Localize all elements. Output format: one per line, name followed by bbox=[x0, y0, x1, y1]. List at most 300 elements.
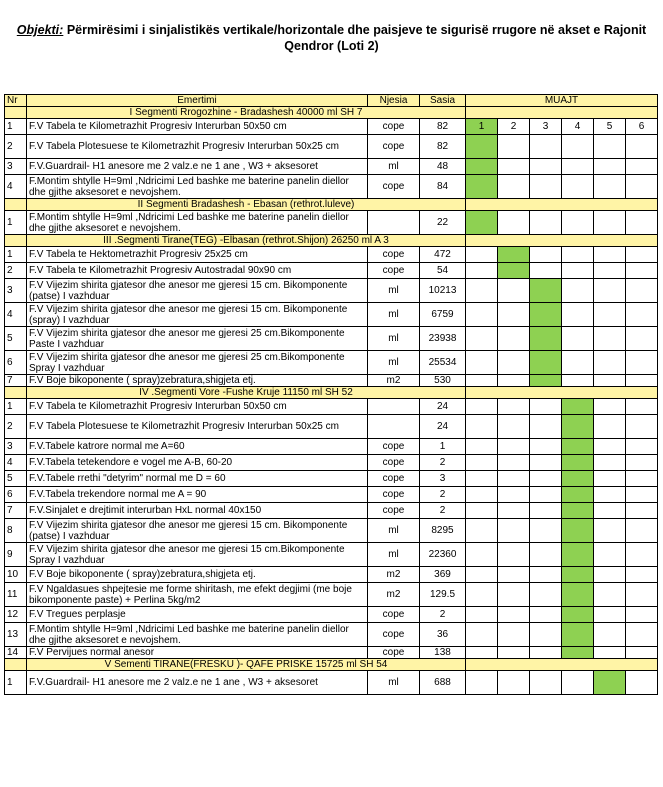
month-cell-1 bbox=[466, 519, 498, 543]
month-cell-1 bbox=[466, 375, 498, 387]
gantt-bar-month-1 bbox=[466, 159, 498, 175]
month-cell-5 bbox=[594, 583, 626, 607]
row-njesia: ml bbox=[368, 279, 420, 303]
month-cell-5 bbox=[594, 399, 626, 415]
row-emertimi: F.Montim shtylle H=9ml ,Ndricimi Led bashke me baterine panelin diellor dhe gjithe aksesoret e nevojshem. bbox=[27, 175, 368, 199]
month-cell-2 bbox=[498, 399, 530, 415]
row-nr: 8 bbox=[5, 519, 27, 543]
month-cell-6 bbox=[626, 135, 658, 159]
month-cell-2 bbox=[498, 519, 530, 543]
row-nr: 13 bbox=[5, 623, 27, 647]
row-nr: 4 bbox=[5, 175, 27, 199]
row-sasia: 688 bbox=[420, 671, 466, 695]
row-nr: 7 bbox=[5, 375, 27, 387]
row-emertimi: F.Montim shtylle H=9ml ,Ndricimi Led bashke me baterine panelin diellor dhe gjithe aksesoret e nevojshem. bbox=[27, 211, 368, 235]
row-emertimi: F.V Vijezim shirita gjatesor dhe anesor me gjeresi 15 cm. Bikomponente (patse) I vazhduar bbox=[27, 519, 368, 543]
month-cell-5 bbox=[594, 439, 626, 455]
row-njesia: ml bbox=[368, 327, 420, 351]
month-cell-3 bbox=[530, 487, 562, 503]
month-cell-5: 5 bbox=[594, 119, 626, 135]
row-nr: 7 bbox=[5, 503, 27, 519]
month-cell-6 bbox=[626, 607, 658, 623]
month-cell-6 bbox=[626, 455, 658, 471]
month-cell-1 bbox=[466, 327, 498, 351]
month-cell-5 bbox=[594, 211, 626, 235]
row-sasia: 6759 bbox=[420, 303, 466, 327]
month-cell-5 bbox=[594, 519, 626, 543]
row-sasia: 23938 bbox=[420, 327, 466, 351]
row-emertimi: F.V Vijezim shirita gjatesor dhe anesor me gjeresi 15 cm. Bikomponente (spray) I vazhduar bbox=[27, 303, 368, 327]
month-cell-1 bbox=[466, 351, 498, 375]
month-cell-3 bbox=[530, 159, 562, 175]
month-cell-2 bbox=[498, 503, 530, 519]
month-cell-5 bbox=[594, 303, 626, 327]
month-cell-3 bbox=[530, 471, 562, 487]
month-cell-6 bbox=[626, 375, 658, 387]
month-cell-6 bbox=[626, 327, 658, 351]
gantt-bar-month-4 bbox=[562, 543, 594, 567]
row-nr: 1 bbox=[5, 247, 27, 263]
month-cell-3 bbox=[530, 415, 562, 439]
row-nr: 1 bbox=[5, 211, 27, 235]
gantt-bar-month-4 bbox=[562, 471, 594, 487]
row-sasia: 2 bbox=[420, 503, 466, 519]
month-cell-5 bbox=[594, 567, 626, 583]
gantt-bar-month-5 bbox=[594, 671, 626, 695]
gantt-bar-month-4 bbox=[562, 567, 594, 583]
row-emertimi: F.V Vijezim shirita gjatesor dhe anesor me gjeresi 25 cm.Bikomponente Paste I vazhduar bbox=[27, 327, 368, 351]
month-cell-2 bbox=[498, 159, 530, 175]
month-cell-2 bbox=[498, 439, 530, 455]
month-cell-2 bbox=[498, 375, 530, 387]
gantt-bar-month-4 bbox=[562, 487, 594, 503]
row-nr: 3 bbox=[5, 279, 27, 303]
row-emertimi: F.V Pervijues normal anesor bbox=[27, 647, 368, 659]
month-cell-5 bbox=[594, 455, 626, 471]
row-emertimi: F.V.Tabele katrore normal me A=60 bbox=[27, 439, 368, 455]
month-cell-6 bbox=[626, 519, 658, 543]
section-header-row bbox=[5, 107, 658, 119]
section-spacer-cell bbox=[5, 235, 27, 247]
section-months-cell bbox=[466, 387, 658, 399]
month-cell-4 bbox=[562, 303, 594, 327]
gantt-bar-month-3 bbox=[530, 327, 562, 351]
row-sasia: 2 bbox=[420, 607, 466, 623]
table-row bbox=[5, 175, 658, 199]
month-cell-2: 2 bbox=[498, 119, 530, 135]
gantt-bar-month-1 bbox=[466, 211, 498, 235]
month-cell-3 bbox=[530, 519, 562, 543]
table-row bbox=[5, 583, 658, 607]
row-nr: 1 bbox=[5, 119, 27, 135]
table-row bbox=[5, 671, 658, 695]
row-sasia: 24 bbox=[420, 415, 466, 439]
month-cell-2 bbox=[498, 567, 530, 583]
row-njesia: m2 bbox=[368, 375, 420, 387]
month-cell-6 bbox=[626, 503, 658, 519]
month-cell-3 bbox=[530, 671, 562, 695]
row-emertimi: F.V.Tabela trekendore normal me A = 90 bbox=[27, 487, 368, 503]
month-cell-6 bbox=[626, 471, 658, 487]
month-cell-5 bbox=[594, 159, 626, 175]
section-title: III .Segmenti Tirane(TEG) -Elbasan (rethrot.Shijon) 26250 ml A 3 bbox=[27, 235, 466, 247]
table-row bbox=[5, 399, 658, 415]
month-cell-3: 3 bbox=[530, 119, 562, 135]
row-njesia: ml bbox=[368, 519, 420, 543]
month-cell-3 bbox=[530, 583, 562, 607]
month-cell-3 bbox=[530, 567, 562, 583]
row-emertimi: F.V Tregues perplasje bbox=[27, 607, 368, 623]
table-row bbox=[5, 623, 658, 647]
row-njesia: cope bbox=[368, 263, 420, 279]
month-cell-2 bbox=[498, 471, 530, 487]
table-row bbox=[5, 135, 658, 159]
month-cell-6 bbox=[626, 279, 658, 303]
row-emertimi: F.V.Guardrail- H1 anesore me 2 valz.e ne 1 ane , W3 + aksesoret bbox=[27, 159, 368, 175]
gantt-bar-month-4 bbox=[562, 607, 594, 623]
row-emertimi: F.V.Sinjalet e drejtimit interurban HxL normal 40x150 bbox=[27, 503, 368, 519]
month-cell-3 bbox=[530, 135, 562, 159]
section-months-cell bbox=[466, 235, 658, 247]
row-sasia: 1 bbox=[420, 439, 466, 455]
month-cell-6 bbox=[626, 439, 658, 455]
title-line2: Qendror (Loti 2) bbox=[284, 39, 379, 53]
section-spacer-cell bbox=[5, 659, 27, 671]
row-sasia: 82 bbox=[420, 119, 466, 135]
section-months-cell bbox=[466, 107, 658, 119]
gantt-bar-month-1: 1 bbox=[466, 119, 498, 135]
row-nr: 6 bbox=[5, 487, 27, 503]
row-sasia: 129.5 bbox=[420, 583, 466, 607]
row-njesia: cope bbox=[368, 647, 420, 659]
table-row bbox=[5, 415, 658, 439]
row-emertimi: F.V Tabela te Kilometrazhit Progresiv Autostradal 90x90 cm bbox=[27, 263, 368, 279]
month-cell-1 bbox=[466, 303, 498, 327]
month-cell-5 bbox=[594, 647, 626, 659]
month-cell-3 bbox=[530, 175, 562, 199]
row-sasia: 22360 bbox=[420, 543, 466, 567]
month-cell-3 bbox=[530, 647, 562, 659]
row-emertimi: F.V Boje bikoponente ( spray)zebratura,shigjeta etj. bbox=[27, 375, 368, 387]
row-sasia: 8295 bbox=[420, 519, 466, 543]
section-header-row bbox=[5, 659, 658, 671]
row-sasia: 3 bbox=[420, 471, 466, 487]
month-cell-1 bbox=[466, 247, 498, 263]
month-cell-3 bbox=[530, 607, 562, 623]
table-row bbox=[5, 159, 658, 175]
row-sasia: 36 bbox=[420, 623, 466, 647]
table-row bbox=[5, 471, 658, 487]
month-cell-1 bbox=[466, 583, 498, 607]
month-cell-1 bbox=[466, 471, 498, 487]
table-row bbox=[5, 327, 658, 351]
title-label: Objekti: bbox=[16, 23, 64, 37]
month-cell-6 bbox=[626, 487, 658, 503]
gantt-bar-month-2 bbox=[498, 263, 530, 279]
month-cell-1 bbox=[466, 671, 498, 695]
row-njesia: ml bbox=[368, 351, 420, 375]
gantt-bar-month-4 bbox=[562, 399, 594, 415]
month-cell-6 bbox=[626, 247, 658, 263]
row-emertimi: F.V Boje bikoponente ( spray)zebratura,shigjeta etj. bbox=[27, 567, 368, 583]
table-row bbox=[5, 375, 658, 387]
row-sasia: 2 bbox=[420, 455, 466, 471]
month-cell-2 bbox=[498, 327, 530, 351]
row-njesia: cope bbox=[368, 503, 420, 519]
section-header-row bbox=[5, 235, 658, 247]
month-cell-1 bbox=[466, 439, 498, 455]
month-cell-1 bbox=[466, 399, 498, 415]
table-row bbox=[5, 439, 658, 455]
row-sasia: 138 bbox=[420, 647, 466, 659]
month-cell-2 bbox=[498, 303, 530, 327]
month-cell-6 bbox=[626, 159, 658, 175]
header-nr: Nr bbox=[5, 95, 27, 107]
table-row bbox=[5, 247, 658, 263]
month-cell-2 bbox=[498, 671, 530, 695]
month-cell-2 bbox=[498, 543, 530, 567]
month-cell-2 bbox=[498, 415, 530, 439]
month-cell-6 bbox=[626, 543, 658, 567]
section-header-row bbox=[5, 199, 658, 211]
table-row bbox=[5, 119, 658, 135]
row-sasia: 25534 bbox=[420, 351, 466, 375]
row-nr: 6 bbox=[5, 351, 27, 375]
row-njesia: cope bbox=[368, 439, 420, 455]
table-row bbox=[5, 503, 658, 519]
month-cell-6 bbox=[626, 303, 658, 327]
row-emertimi: F.V Vijezim shirita gjatesor dhe anesor me gjeresi 25 cm.Bikomponente Spray I vazhduar bbox=[27, 351, 368, 375]
section-title: V Sementi TIRANE(FRESKU )- QAFE PRISKE 15725 ml SH 54 bbox=[27, 659, 466, 671]
month-cell-6 bbox=[626, 211, 658, 235]
row-sasia: 84 bbox=[420, 175, 466, 199]
row-emertimi: F.V.Tabela tetekendore e vogel me A-B, 60-20 bbox=[27, 455, 368, 471]
month-cell-5 bbox=[594, 263, 626, 279]
table-row bbox=[5, 543, 658, 567]
section-spacer-cell bbox=[5, 107, 27, 119]
table-row bbox=[5, 263, 658, 279]
row-nr: 11 bbox=[5, 583, 27, 607]
table-row bbox=[5, 567, 658, 583]
table-row bbox=[5, 351, 658, 375]
row-nr: 3 bbox=[5, 159, 27, 175]
gantt-bar-month-4 bbox=[562, 583, 594, 607]
month-cell-6 bbox=[626, 567, 658, 583]
row-sasia: 369 bbox=[420, 567, 466, 583]
schedule-table bbox=[4, 94, 658, 695]
row-nr: 14 bbox=[5, 647, 27, 659]
month-cell-4 bbox=[562, 159, 594, 175]
table-row bbox=[5, 279, 658, 303]
month-cell-3 bbox=[530, 263, 562, 279]
section-title: I Segmenti Rrogozhine - Bradashesh 40000 ml SH 7 bbox=[27, 107, 466, 119]
table-row bbox=[5, 455, 658, 471]
gantt-bar-month-4 bbox=[562, 623, 594, 647]
row-emertimi: F.V Vijezim shirita gjatesor dhe anesor me gjeresi 15 cm. Bikomponente (patse) I vazhduar bbox=[27, 279, 368, 303]
month-cell-5 bbox=[594, 503, 626, 519]
month-cell-2 bbox=[498, 583, 530, 607]
table-row bbox=[5, 519, 658, 543]
month-cell-2 bbox=[498, 351, 530, 375]
row-emertimi: F.V Ngaldasues shpejtesie me forme shiritash, me efekt degjimi (me boje bikomponente paste) + Perlina 5kg/m2 bbox=[27, 583, 368, 607]
month-cell-4 bbox=[562, 263, 594, 279]
gantt-bar-month-4 bbox=[562, 647, 594, 659]
month-cell-4 bbox=[562, 135, 594, 159]
month-cell-2 bbox=[498, 607, 530, 623]
month-cell-5 bbox=[594, 607, 626, 623]
row-njesia: ml bbox=[368, 543, 420, 567]
month-cell-2 bbox=[498, 175, 530, 199]
month-cell-3 bbox=[530, 623, 562, 647]
row-nr: 2 bbox=[5, 263, 27, 279]
month-cell-1 bbox=[466, 623, 498, 647]
row-emertimi: F.V Vijezim shirita gjatesor dhe anesor me gjeresi 15 cm.Bikomponente Spray I vazhduar bbox=[27, 543, 368, 567]
month-cell-5 bbox=[594, 175, 626, 199]
section-title: IV .Segmenti Vore -Fushe Kruje 11150 ml SH 52 bbox=[27, 387, 466, 399]
row-nr: 4 bbox=[5, 303, 27, 327]
row-sasia: 2 bbox=[420, 487, 466, 503]
month-cell-1 bbox=[466, 279, 498, 303]
table-row bbox=[5, 607, 658, 623]
row-emertimi: F.V Tabela Plotesuese te Kilometrazhit Progresiv Interurban 50x25 cm bbox=[27, 415, 368, 439]
month-cell-4: 4 bbox=[562, 119, 594, 135]
month-cell-6 bbox=[626, 351, 658, 375]
row-emertimi: F.Montim shtylle H=9ml ,Ndricimi Led bashke me baterine panelin diellor dhe gjithe aksesoret e nevojshem. bbox=[27, 623, 368, 647]
month-cell-6 bbox=[626, 623, 658, 647]
month-cell-5 bbox=[594, 135, 626, 159]
month-cell-1 bbox=[466, 543, 498, 567]
table-row bbox=[5, 211, 658, 235]
row-nr: 4 bbox=[5, 455, 27, 471]
row-nr: 3 bbox=[5, 439, 27, 455]
month-cell-6 bbox=[626, 647, 658, 659]
row-nr: 1 bbox=[5, 399, 27, 415]
month-cell-1 bbox=[466, 607, 498, 623]
table-row bbox=[5, 303, 658, 327]
month-cell-2 bbox=[498, 455, 530, 471]
month-cell-6 bbox=[626, 671, 658, 695]
month-cell-5 bbox=[594, 247, 626, 263]
row-emertimi: F.V Tabela te Hektometrazhit Progresiv 25x25 cm bbox=[27, 247, 368, 263]
row-sasia: 54 bbox=[420, 263, 466, 279]
row-nr: 2 bbox=[5, 135, 27, 159]
table-row bbox=[5, 647, 658, 659]
document-title bbox=[0, 22, 663, 54]
row-njesia: ml bbox=[368, 671, 420, 695]
table-row bbox=[5, 487, 658, 503]
section-header-row bbox=[5, 387, 658, 399]
row-sasia: 48 bbox=[420, 159, 466, 175]
title-line1: Përmirësimi i sinjalistikës vertikale/horizontale dhe paisjeve te sigurisë rrugore në akset e Rajonit bbox=[66, 23, 647, 37]
gantt-bar-month-3 bbox=[530, 351, 562, 375]
month-cell-2 bbox=[498, 647, 530, 659]
row-sasia: 530 bbox=[420, 375, 466, 387]
month-cell-3 bbox=[530, 439, 562, 455]
month-cell-6 bbox=[626, 175, 658, 199]
month-cell-6 bbox=[626, 399, 658, 415]
row-njesia bbox=[368, 415, 420, 439]
row-njesia bbox=[368, 211, 420, 235]
month-cell-2 bbox=[498, 487, 530, 503]
month-cell-1 bbox=[466, 487, 498, 503]
row-njesia: cope bbox=[368, 175, 420, 199]
row-njesia: m2 bbox=[368, 583, 420, 607]
month-cell-5 bbox=[594, 415, 626, 439]
month-cell-1 bbox=[466, 263, 498, 279]
section-months-cell bbox=[466, 659, 658, 671]
month-cell-4 bbox=[562, 247, 594, 263]
month-cell-1 bbox=[466, 455, 498, 471]
row-emertimi: F.V.Guardrail- H1 anesore me 2 valz.e ne 1 ane , W3 + aksesoret bbox=[27, 671, 368, 695]
month-cell-4 bbox=[562, 175, 594, 199]
month-cell-5 bbox=[594, 375, 626, 387]
row-emertimi: F.V Tabela te Kilometrazhit Progresiv Interurban 50x50 cm bbox=[27, 399, 368, 415]
month-cell-5 bbox=[594, 279, 626, 303]
row-njesia: cope bbox=[368, 471, 420, 487]
gantt-bar-month-4 bbox=[562, 415, 594, 439]
row-njesia: ml bbox=[368, 303, 420, 327]
month-cell-3 bbox=[530, 399, 562, 415]
month-cell-4 bbox=[562, 351, 594, 375]
gantt-bar-month-4 bbox=[562, 439, 594, 455]
month-cell-1 bbox=[466, 647, 498, 659]
gantt-bar-month-1 bbox=[466, 175, 498, 199]
row-emertimi: F.V.Tabele rrethi "detyrim" normal me D = 60 bbox=[27, 471, 368, 487]
row-sasia: 24 bbox=[420, 399, 466, 415]
month-cell-4 bbox=[562, 279, 594, 303]
month-cell-6: 6 bbox=[626, 119, 658, 135]
month-cell-4 bbox=[562, 375, 594, 387]
row-emertimi: F.V Tabela te Kilometrazhit Progresiv Interurban 50x50 cm bbox=[27, 119, 368, 135]
month-cell-3 bbox=[530, 211, 562, 235]
month-cell-4 bbox=[562, 327, 594, 351]
header-sasia: Sasia bbox=[420, 95, 466, 107]
gantt-bar-month-4 bbox=[562, 519, 594, 543]
month-cell-1 bbox=[466, 503, 498, 519]
section-months-cell bbox=[466, 199, 658, 211]
month-cell-3 bbox=[530, 543, 562, 567]
month-cell-5 bbox=[594, 543, 626, 567]
month-cell-1 bbox=[466, 567, 498, 583]
row-njesia: cope bbox=[368, 135, 420, 159]
header-row-top bbox=[5, 95, 658, 107]
month-cell-6 bbox=[626, 415, 658, 439]
row-nr: 5 bbox=[5, 471, 27, 487]
section-spacer-cell bbox=[5, 387, 27, 399]
gantt-bar-month-3 bbox=[530, 375, 562, 387]
month-cell-4 bbox=[562, 211, 594, 235]
month-cell-5 bbox=[594, 327, 626, 351]
row-njesia: cope bbox=[368, 623, 420, 647]
row-nr: 2 bbox=[5, 415, 27, 439]
row-njesia: cope bbox=[368, 119, 420, 135]
row-nr: 12 bbox=[5, 607, 27, 623]
row-njesia: cope bbox=[368, 455, 420, 471]
gantt-bar-month-1 bbox=[466, 135, 498, 159]
month-cell-5 bbox=[594, 623, 626, 647]
row-nr: 1 bbox=[5, 671, 27, 695]
row-sasia: 82 bbox=[420, 135, 466, 159]
gantt-bar-month-2 bbox=[498, 247, 530, 263]
row-sasia: 22 bbox=[420, 211, 466, 235]
row-njesia: m2 bbox=[368, 567, 420, 583]
month-cell-1 bbox=[466, 415, 498, 439]
row-njesia: cope bbox=[368, 247, 420, 263]
month-cell-5 bbox=[594, 487, 626, 503]
row-sasia: 472 bbox=[420, 247, 466, 263]
section-spacer-cell bbox=[5, 199, 27, 211]
row-njesia: cope bbox=[368, 607, 420, 623]
